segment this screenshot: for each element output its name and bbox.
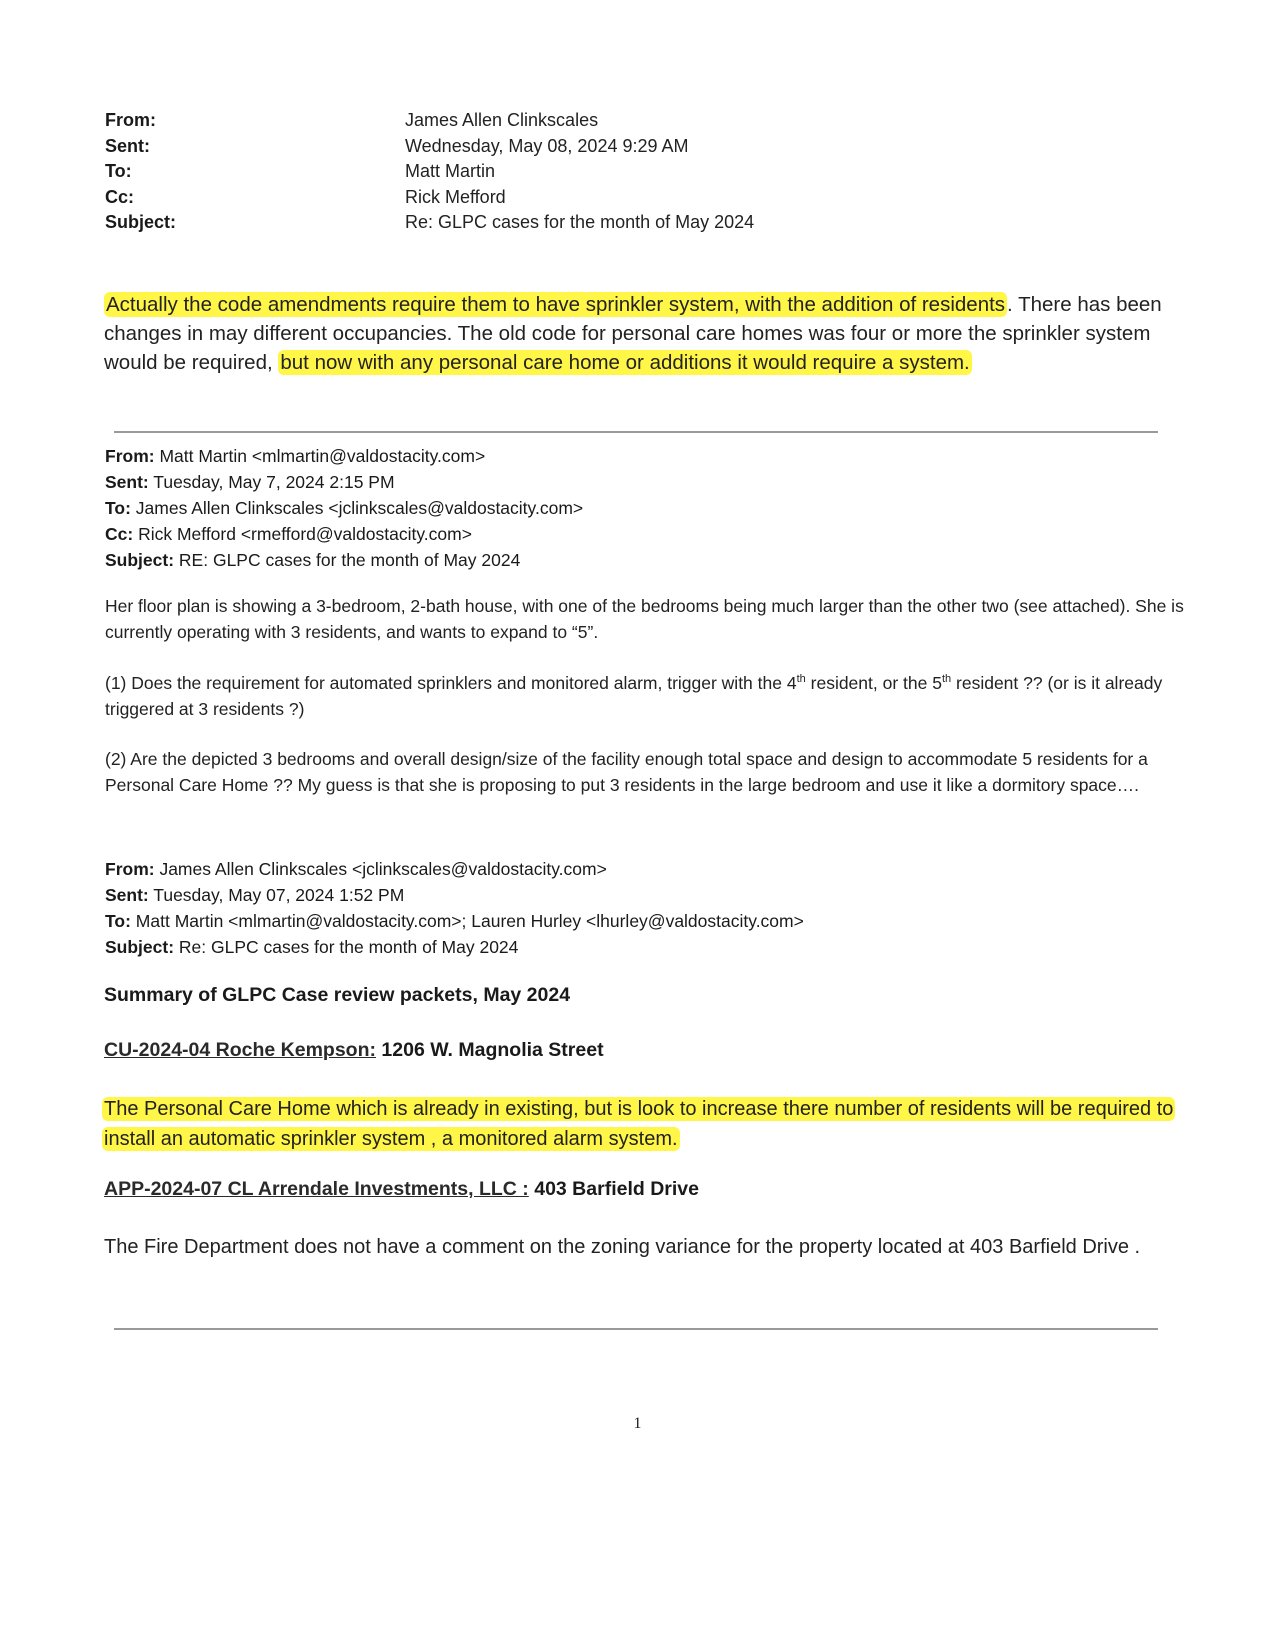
email2-question-2: (2) Are the depicted 3 bedrooms and overall design/size of the facility enough total space and design to accommodate 5 residents for a Personal Care Home ?? My guess is that she is proposing to put 3 residents in the large bedroom and use it like a dormitory space….	[105, 749, 1148, 795]
to-value: Matt Martin <mlmartin@valdostacity.com>; Lauren Hurley <lhurley@valdostacity.com>	[135, 911, 804, 931]
cc-label: Cc:	[105, 524, 134, 544]
email3-header	[105, 856, 804, 960]
case-1-heading	[104, 1039, 604, 1062]
divider	[114, 1328, 1158, 1330]
sent-value: Tuesday, May 7, 2024 2:15 PM	[153, 472, 395, 492]
from-label: From:	[105, 110, 156, 130]
highlighted-text: The Personal Care Home which is already in existing, but is look to increase there number of residents will be required to install an automatic sprinkler system , a monitored alarm system.	[104, 1098, 1174, 1150]
from-label: From:	[105, 446, 155, 466]
to-label: To:	[105, 161, 132, 181]
email2-paragraph: Her floor plan is showing a 3-bedroom, 2-bath house, with one of the bedrooms being much larger than the other two (see attached). She is currently operating with 3 residents, and wants to expand to “5”.	[105, 596, 1184, 642]
case-2-heading	[104, 1178, 699, 1201]
highlighted-text: Actually the code amendments require them to have sprinkler system, with the addition of residents	[106, 293, 1006, 316]
sent-label: Sent:	[105, 885, 149, 905]
to-value: James Allen Clinkscales <jclinkscales@valdostacity.com>	[135, 498, 584, 518]
cc-value: Rick Mefford	[405, 186, 506, 207]
latest-email-body	[104, 290, 1184, 377]
highlighted-text: but now with any personal care home or additions it would require a system.	[280, 351, 970, 374]
subject-label: Subject:	[105, 212, 177, 232]
question-text: resident, or the 5	[805, 673, 942, 693]
subject-value: Re: GLPC cases for the month of May 2024	[405, 212, 755, 232]
cc-value: Rick Mefford <rmefford@valdostacity.com>	[138, 524, 472, 544]
cc-label: Cc:	[105, 186, 135, 207]
question-text: (1) Does the requirement for automated sprinklers and monitored alarm, trigger with the 4	[105, 673, 797, 693]
latest-email-header	[105, 108, 754, 236]
sent-label: Sent:	[105, 472, 149, 492]
sent-value: Wednesday, May 08, 2024 9:29 AM	[405, 135, 689, 156]
subject-label: Subject:	[105, 550, 175, 570]
email2-header	[105, 443, 583, 573]
case-1-text	[102, 1094, 1192, 1154]
superscript: th	[796, 673, 806, 686]
to-label: To:	[105, 911, 131, 931]
divider	[114, 431, 1158, 433]
subject-label: Subject:	[105, 937, 175, 957]
to-value: Matt Martin	[405, 161, 496, 181]
from-value: James Allen Clinkscales	[405, 110, 599, 130]
question-text: resident ?? (or is it already triggered at 3 residents ?)	[105, 673, 1163, 719]
subject-value: Re: GLPC cases for the month of May 2024	[178, 937, 519, 957]
case-1-id: CU-2024-04 Roche Kempson:	[104, 1039, 376, 1061]
from-label: From:	[105, 859, 155, 879]
superscript: th	[941, 673, 952, 686]
body-text: . There has been changes in may different occupancies. The old code for personal care homes was four or more the sprinkler system would be required,	[104, 293, 1162, 374]
sent-value: Tuesday, May 07, 2024 1:52 PM	[153, 885, 405, 905]
case-1-address: 1206 W. Magnolia Street	[376, 1039, 604, 1061]
case-2-text: The Fire Department does not have a comment on the zoning variance for the property located at 403 Barfield Drive .	[104, 1236, 1141, 1258]
subject-value: RE: GLPC cases for the month of May 2024	[178, 550, 521, 570]
case-2-address: 403 Barfield Drive	[528, 1178, 699, 1200]
from-value: James Allen Clinkscales <jclinkscales@valdostacity.com>	[159, 859, 607, 879]
sent-label: Sent:	[105, 135, 150, 156]
from-value: Matt Martin <mlmartin@valdostacity.com>	[159, 446, 486, 466]
summary-title: Summary of GLPC Case review packets, May 2024	[104, 984, 571, 1006]
email2-question-1	[105, 670, 1185, 722]
case-2-id: APP-2024-07 CL Arrendale Investments, LLC :	[104, 1178, 529, 1200]
page-number: 1	[633, 1415, 642, 1432]
to-label: To:	[105, 498, 131, 518]
